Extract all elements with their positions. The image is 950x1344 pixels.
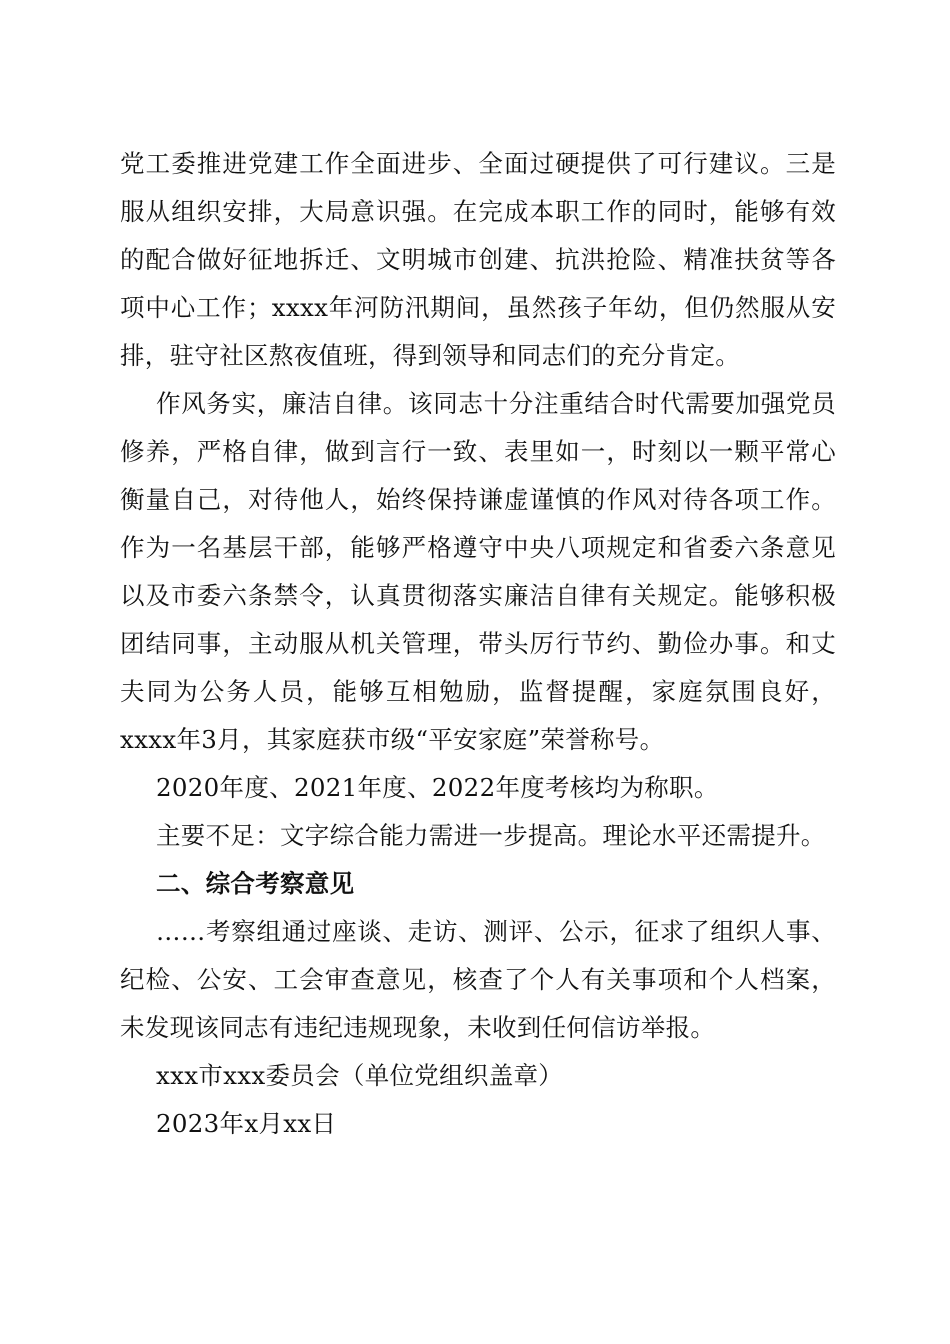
section-heading: 二、综合考察意见 [156,869,355,898]
paragraph-shortcomings: 主要不足：文字综合能力需进一步提高。理论水平还需提升。 [156,821,826,850]
paragraph-continuation: 党工委推进党建工作全面进步、全面过硬提供了可行建议。三是服从组织安排，大局意识强。在完成本职工作的同时，能够有效的配合做好征地拆迁、文明城市创建、抗洪抢险、精准扶贫等各项中心工作；xxxx年河防汛期间，虽然孩子年幼，但仍然服从安排，驻守社区熬夜值班，得到领导和同志们的充分肯定。 [120,149,836,370]
signature-organization: xxx市xxx委员会（单位党组织盖章） [156,1061,564,1090]
paragraph-work-style: 作风务实，廉洁自律。该同志十分注重结合时代需要加强党员修养，严格自律，做到言行一致、表里如一，时刻以一颗平常心衡量自己，对待他人，始终保持谦虚谨慎的作风对待各项工作。作为一名基层干部，能够严格遵守中央八项规定和省委六条意见以及市委六条禁令，认真贯彻落实廉洁自律有关规定。能够积极团结同事，主动服从机关管理，带头厉行节约、勤俭办事。和丈夫同为公务人员，能够互相勉励，监督提醒，家庭氛围良好，xxxx年3月，其家庭获市级“平安家庭”荣誉称号。 [120,389,836,754]
document-page [120,140,836,1148]
paragraph-review-opinion: ……考察组通过座谈、走访、测评、公示，征求了组织人事、纪检、公安、工会审查意见，核查了个人有关事项和个人档案，未发现该同志有违纪违规现象，未收到任何信访举报。 [120,917,836,1042]
paragraph-assessment: 2020年度、2021年度、2022年度考核均为称职。 [156,773,719,802]
signature-date: 2023年x月xx日 [156,1109,337,1138]
